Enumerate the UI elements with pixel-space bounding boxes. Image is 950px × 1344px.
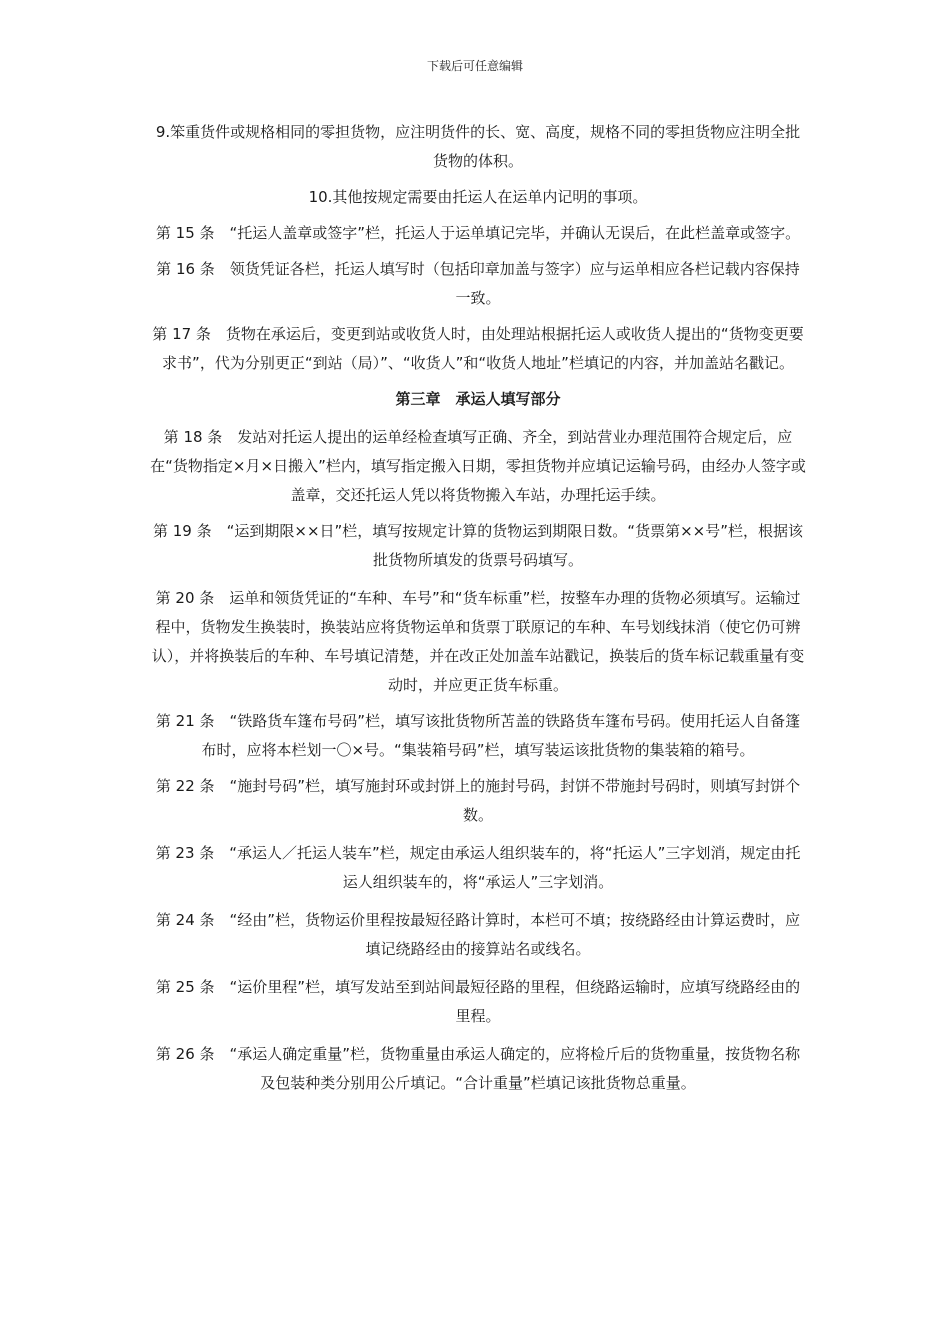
paragraph-article-19: 第 19 条 “运到期限××日”栏，填写按规定计算的货物运到期限日数。“货票第××号”栏，根据该批货物所填发的货票号码填写。 [153, 522, 803, 569]
paragraph-article-25: 第 25 条 “运价里程”栏，填写发站至到站间最短径路的里程，但绕路运输时，应填写绕路经由的里程。 [155, 978, 801, 1025]
paragraph-article-15: 第 15 条 “托运人盖章或签字”栏，托运人于运单填记完毕，并确认无误后，在此栏盖章或签字。 [155, 224, 801, 242]
paragraph-article-26: 第 26 条 “承运人确定重量”栏，货物重量由承运人确定的，应将检斤后的货物重量，按货物名称及包装种类分别用公斤填记。“合计重量”栏填记该批货物总重量。 [155, 1045, 801, 1092]
paragraph-article-16: 第 16 条 领货凭证各栏，托运人填写时（包括印章加盖与签字）应与运单相应各栏记载内容保持一致。 [156, 260, 800, 307]
paragraph-article-21: 第 21 条 “铁路货车篷布号码”栏，填写该批货物所苫盖的铁路货车篷布号码。使用托运人自备篷布时，应将本栏划一〇×号。“集装箱号码”栏，填写装运该批货物的集装箱的箱号。 [155, 712, 801, 759]
paragraph-article-20: 第 20 条 运单和领货凭证的“车种、车号”和“货车标重”栏，按整车办理的货物必须填写。运输过程中，货物发生换装时，换装站应将货物运单和货票丁联原记的车种、车号划线抹消（使它仍可辨认），并将换装后的车种、车号填记清楚，并在改正处加盖车站戳记，换装后的货车标记载重量有变动时，并应更正货车标重。 [151, 589, 805, 694]
chapter-heading: 第三章 承运人填写部分 [395, 390, 561, 408]
header-note: 下载后可任意编辑 [426, 59, 523, 73]
paragraph-item-9: 9.笨重货件或规格相同的零担货物，应注明货件的长、宽、高度，规格不同的零担货物应注明全批货物的体积。 [155, 123, 801, 170]
paragraph-article-22: 第 22 条 “施封号码”栏，填写施封环或封饼上的施封号码，封饼不带施封号码时，则填写封饼个数。 [155, 777, 801, 824]
paragraph-item-10: 10.其他按规定需要由托运人在运单内记明的事项。 [308, 188, 648, 206]
paragraph-article-17: 第 17 条 货物在承运后，变更到站或收货人时，由处理站根据托运人或收货人提出的“货物变更要求书”，代为分别更正“到站（局）”、“收货人”和“收货人地址”栏填记的内容，并加盖站名戳记。 [152, 325, 804, 372]
document-body [150, 118, 806, 1105]
paragraph-article-18: 第 18 条 发站对托运人提出的运单经检查填写正确、齐全，到站营业办理范围符合规定后，应在“货物指定×月×日搬入”栏内，填写指定搬入日期，零担货物并应填记运输号码，由经办人签字或盖章，交还托运人凭以将货物搬入车站，办理托运手续。 [150, 428, 806, 504]
paragraph-article-24: 第 24 条 “经由”栏，货物运价里程按最短径路计算时，本栏可不填；按绕路经由计算运费时，应填记绕路经由的接算站名或线名。 [155, 911, 801, 958]
paragraph-article-23: 第 23 条 “承运人／托运人装车”栏，规定由承运人组织装车的，将“托运人”三字划消，规定由托运人组织装车的，将“承运人”三字划消。 [155, 844, 801, 891]
